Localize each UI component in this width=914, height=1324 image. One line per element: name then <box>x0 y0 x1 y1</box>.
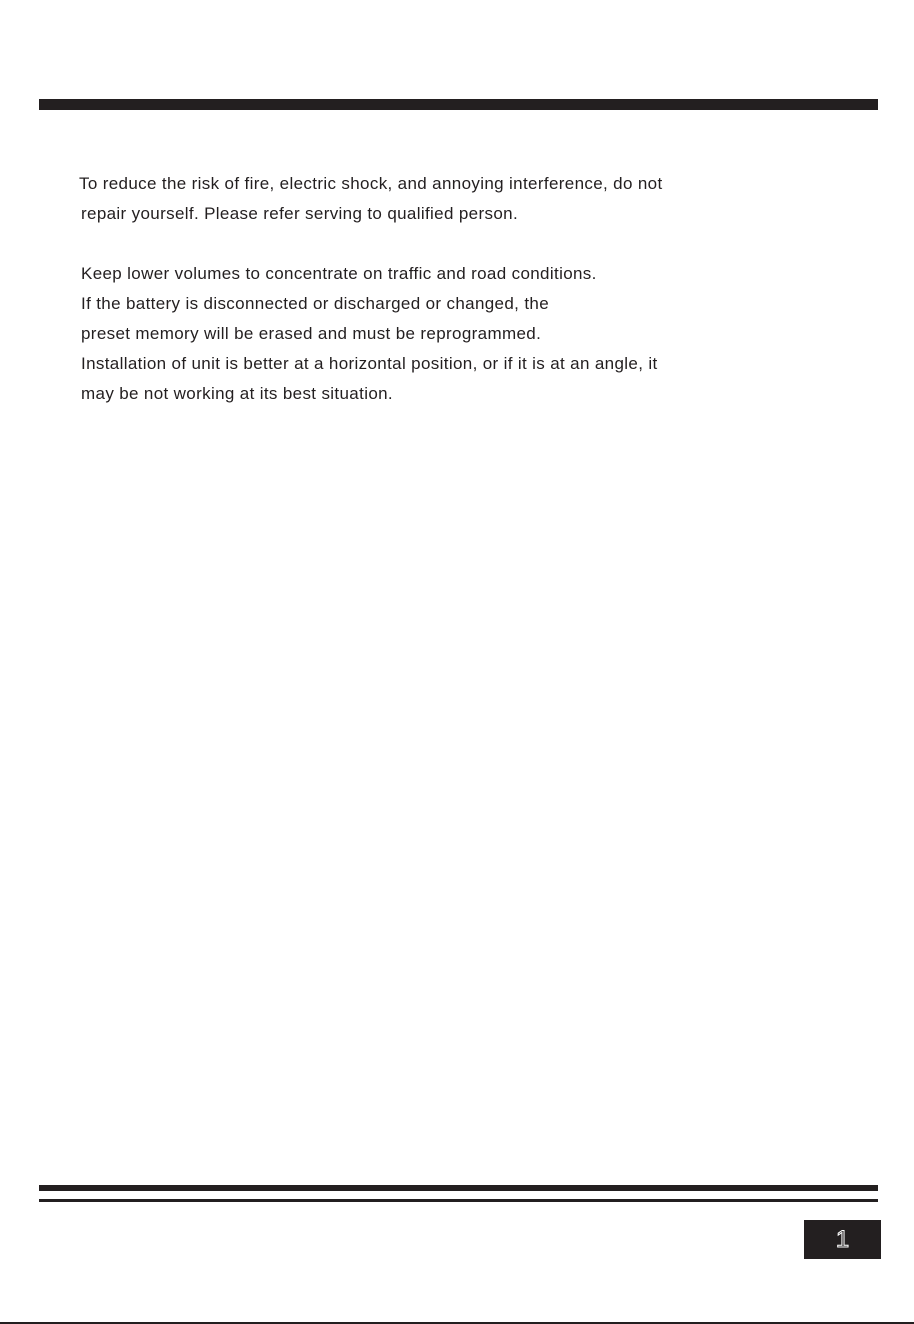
caution-line: Installation of unit is better at a horizontal position, or if it is at an angle, it <box>81 354 658 373</box>
page-number: 1 <box>835 1225 850 1253</box>
caution-line: To reduce the risk of fire, electric shock, and annoying interference, do not <box>79 174 663 193</box>
caution-text-block <box>79 169 779 409</box>
caution-line: repair yourself. Please refer serving to qualified person. <box>81 204 519 223</box>
footer-rule-thick <box>39 1185 878 1191</box>
caution-line: may be not working at its best situation. <box>81 384 393 403</box>
caution-line: If the battery is disconnected or discharged or changed, the <box>81 294 549 313</box>
caution-line: Keep lower volumes to concentrate on traffic and road conditions. <box>81 264 597 283</box>
caution-line: preset memory will be erased and must be reprogrammed. <box>81 324 542 343</box>
header-rule <box>39 99 878 110</box>
paragraph-gap <box>79 229 779 259</box>
page-number-badge <box>804 1220 881 1259</box>
footer-rule-thin <box>39 1199 878 1202</box>
